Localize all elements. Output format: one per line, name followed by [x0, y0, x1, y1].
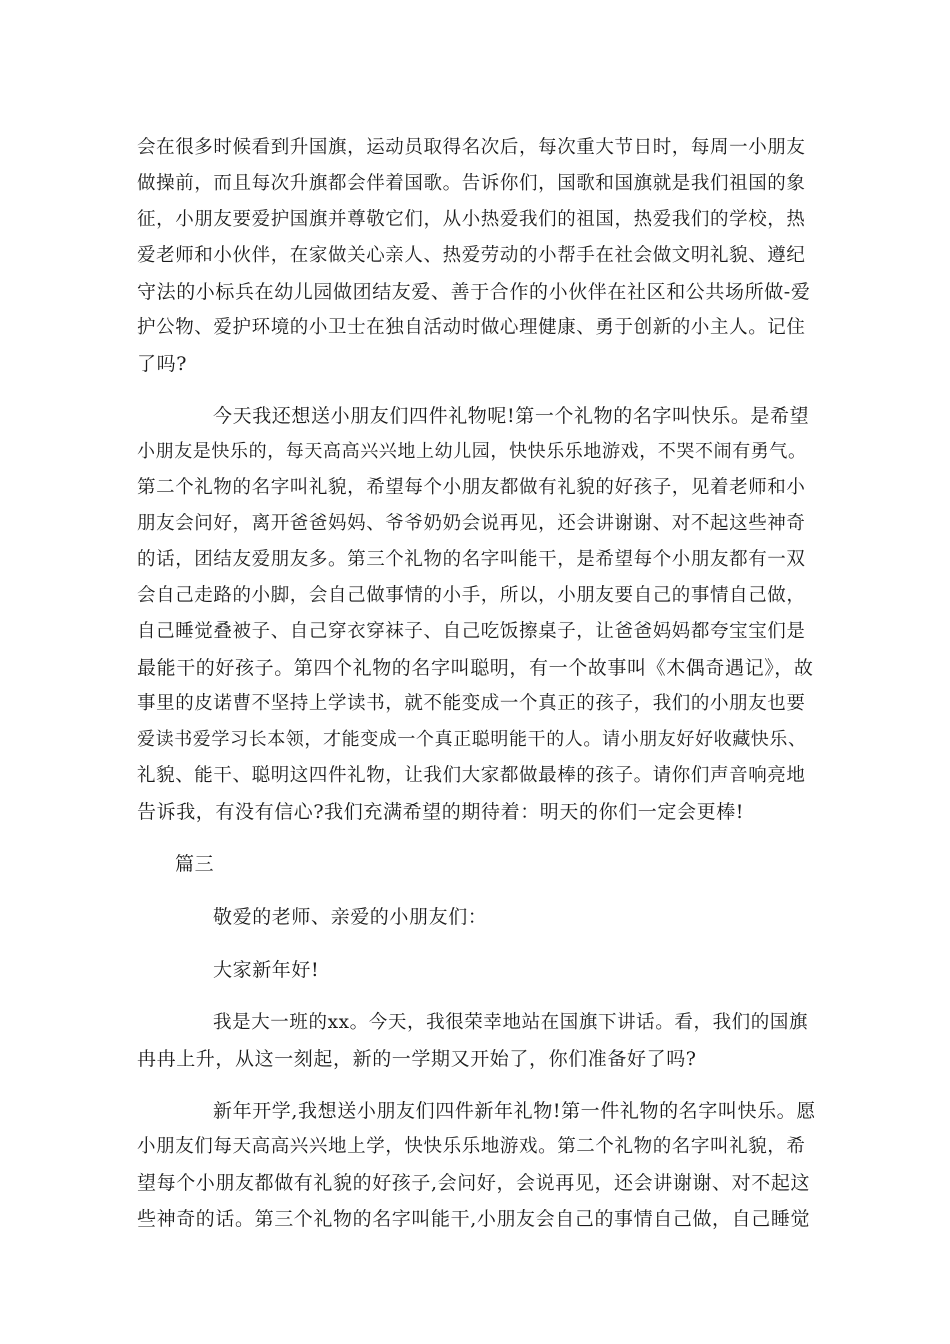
text-line: 新年开学,我想送小朋友们四件新年礼物!第一件礼物的名字叫快乐。愿	[213, 1100, 816, 1122]
text-line: 的话，团结友爱朋友多。第三个礼物的名字叫能干，是希望每个小朋友都有一双	[137, 549, 806, 570]
new-year-line: 大家新年好!	[213, 959, 320, 981]
text-line: 最能干的好孩子。第四个礼物的名字叫聪明，有一个故事叫《木偶奇遇记》，故	[137, 657, 814, 679]
text-line: 了吗?	[137, 353, 187, 375]
text-line: 朋友会问好，离开爸爸妈妈、爷爷奶奶会说再见，还会讲谢谢、对不起这些神奇	[137, 513, 806, 534]
text-line: 做操前，而且每次升旗都会伴着国歌。告诉你们，国歌和国旗就是我们祖国的象	[137, 173, 806, 194]
text-line: 小朋友是快乐的，每天高高兴兴地上幼儿园，快快乐乐地游戏，不哭不闹有勇气。	[137, 441, 807, 462]
text-line: 小朋友们每天高高兴兴地上学，快快乐乐地游戏。第二个礼物的名字叫礼貌，希	[137, 1136, 806, 1157]
text-line: 今天我还想送小朋友们四件礼物呢!第一个礼物的名字叫快乐。是希望	[213, 405, 810, 427]
text-line: 会自己走路的小脚，会自己做事情的小手，所以，小朋友要自己的事情自己做，	[137, 585, 806, 606]
text-line: 自己睡觉叠被子、自己穿衣穿袜子、自己吃饭擦桌子，让爸爸妈妈都夸宝宝们是	[137, 621, 806, 642]
text-line: 冉冉上升，从这一刻起，新的一学期又开始了，你们准备好了吗?	[137, 1048, 697, 1070]
text-line: 告诉我，有没有信心?我们充满希望的期待着：明天的你们一定会更棒!	[137, 801, 745, 823]
text-line: 我是大一班的xx。今天，我很荣幸地站在国旗下讲话。看，我们的国旗	[213, 1012, 809, 1033]
text-line: 爱读书爱学习长本领，才能变成一个真正聪明能干的人。请小朋友好好收藏快乐、	[137, 729, 807, 750]
section-heading: 篇三	[175, 853, 215, 875]
text-line: 爱老师和小伙伴，在家做关心亲人、热爱劳动的小帮手在社会做文明礼貌、遵纪	[137, 245, 806, 266]
text-line: 些神奇的话。第三个礼物的名字叫能干,小朋友会自己的事情自己做，自己睡觉	[137, 1208, 811, 1230]
text-line: 礼貌、能干、聪明这四件礼物，让我们大家都做最棒的孩子。请你们声音响亮地	[137, 765, 806, 786]
text-line: 征，小朋友要爱护国旗并尊敬它们，从小热爱我们的祖国，热爱我们的学校，热	[137, 209, 806, 230]
text-line: 事里的皮诺曹不坚持上学读书，就不能变成一个真正的孩子，我们的小朋友也要	[137, 693, 806, 714]
text-line: 望每个小朋友都做有礼貌的好孩子,会问好，会说再见，还会讲谢谢、对不起这	[137, 1172, 811, 1194]
text-line: 第二个礼物的名字叫礼貌，希望每个小朋友都做有礼貌的好孩子，见着老师和小	[137, 477, 806, 498]
text-line: 护公物、爱护环境的小卫士在独自活动时做心理健康、勇于创新的小主人。记住	[137, 317, 806, 338]
greeting-line: 敬爱的老师、亲爱的小朋友们：	[213, 906, 488, 928]
text-line: 会在很多时候看到升国旗，运动员取得名次后，每次重大节日时，每周一小朋友	[137, 137, 806, 158]
text-line: 守法的小标兵在幼儿园做团结友爱、善于合作的小伙伴在社区和公共场所做-爱	[137, 281, 811, 303]
